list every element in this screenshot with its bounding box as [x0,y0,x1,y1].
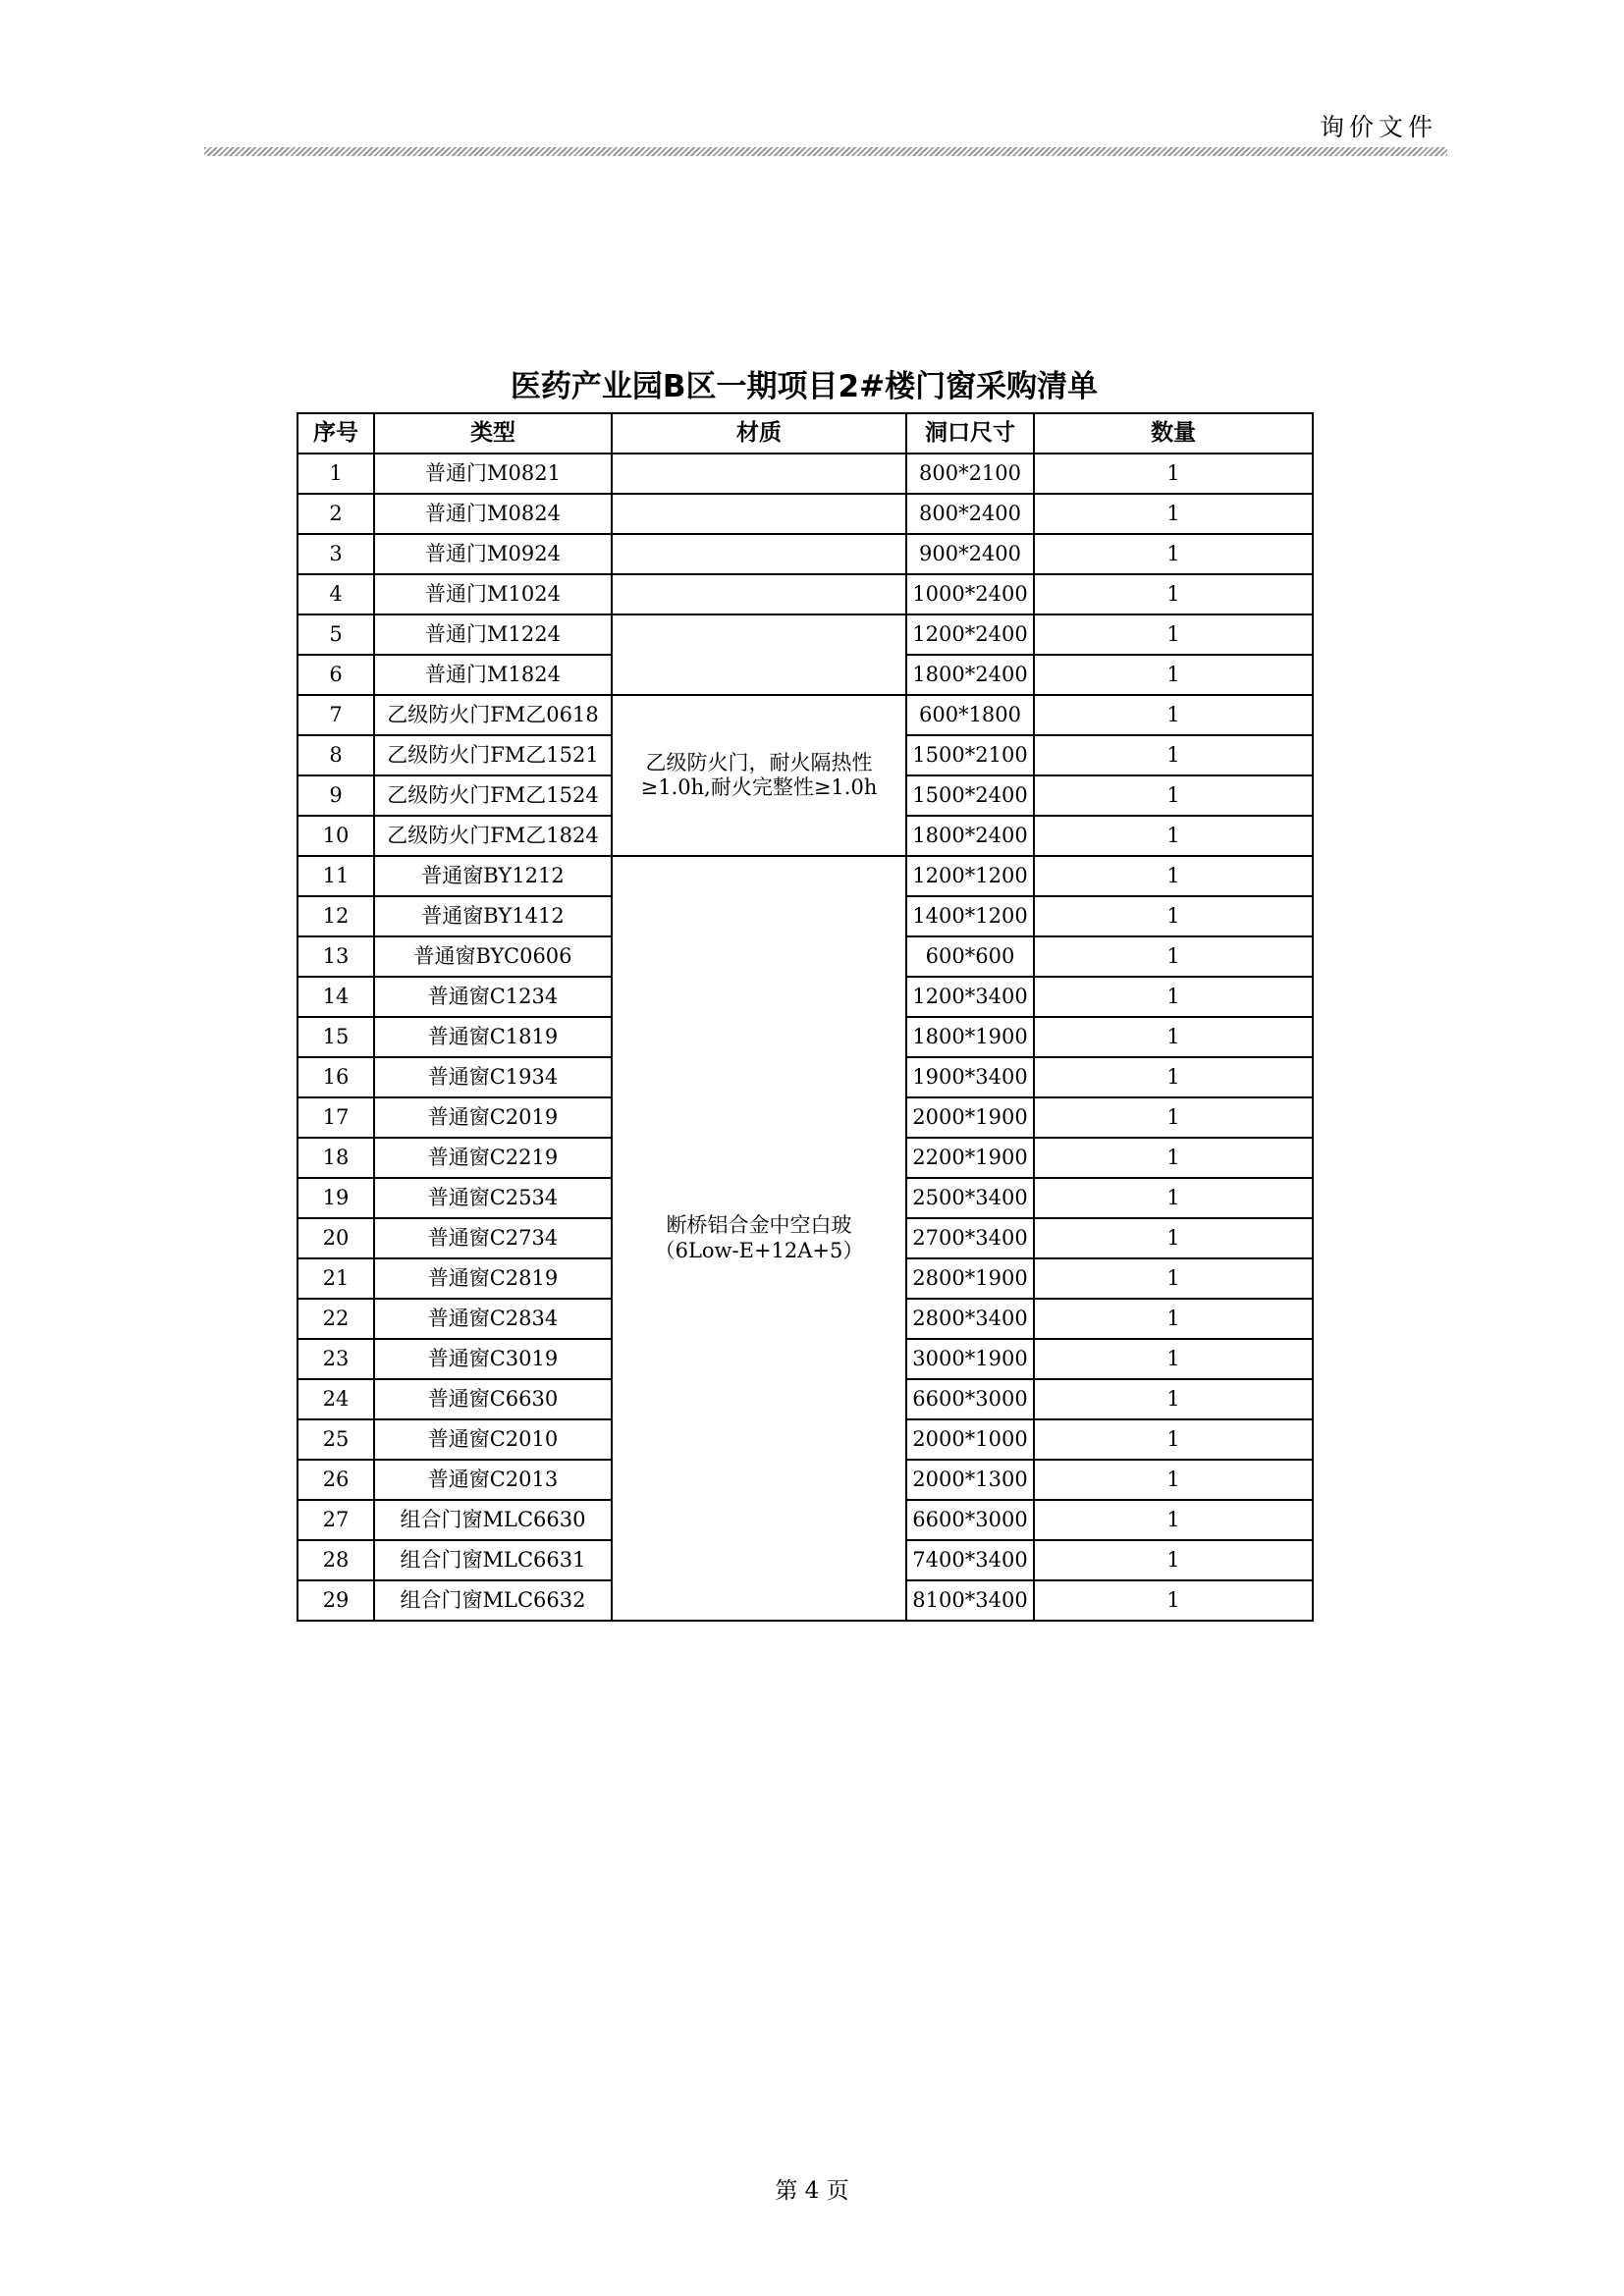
row-quantity: 1 [1034,775,1313,816]
material-window-text: 断桥铝合金中空白玻 [666,1213,852,1238]
row-quantity: 1 [1034,1460,1313,1500]
row-type: 普通窗C3019 [374,1339,612,1379]
row-number: 28 [298,1540,374,1580]
row-number: 29 [298,1580,374,1621]
row-type: 乙级防火门FM乙1521 [374,735,612,775]
row-quantity: 1 [1034,1178,1313,1218]
row-opening-size: 3000*1900 [906,1339,1034,1379]
table-row [298,534,1313,574]
table-row [298,574,1313,614]
row-type: 乙级防火门FM乙1524 [374,775,612,816]
row-type: 普通窗C2219 [374,1138,612,1178]
column-header-type: 类型 [374,413,612,454]
row-opening-size: 2000*1000 [906,1419,1034,1460]
row-number: 18 [298,1138,374,1178]
row-opening-size: 1500*2400 [906,775,1034,816]
row-opening-size: 2200*1900 [906,1138,1034,1178]
row-quantity: 1 [1034,1540,1313,1580]
row-opening-size: 1200*1200 [906,856,1034,896]
row-number: 27 [298,1500,374,1540]
row-quantity: 1 [1034,655,1313,695]
table-body [298,454,1313,1621]
row-opening-size: 2000*1300 [906,1460,1034,1500]
row-type: 普通门M0824 [374,494,612,534]
header-divider [204,147,1447,156]
row-type: 乙级防火门FM乙0618 [374,695,612,735]
table-header-row [298,413,1313,454]
row-number: 13 [298,936,374,977]
row-quantity: 1 [1034,614,1313,655]
row-number: 6 [298,655,374,695]
row-type: 普通门M0924 [374,534,612,574]
table-row [298,856,1313,896]
material-fire-door-text: 乙级防火门，耐火隔热性≥1.0h,耐火完整性≥1.0h [640,750,878,799]
row-opening-size: 900*2400 [906,534,1034,574]
row-type: 普通窗BY1212 [374,856,612,896]
row-quantity: 1 [1034,1057,1313,1097]
procurement-table [297,412,1314,1622]
row-quantity: 1 [1034,1419,1313,1460]
row-type: 普通窗C2010 [374,1419,612,1460]
row-quantity: 1 [1034,695,1313,735]
row-number: 7 [298,695,374,735]
row-type: 普通窗C2819 [374,1258,612,1299]
row-number: 23 [298,1339,374,1379]
row-number: 8 [298,735,374,775]
row-number: 9 [298,775,374,816]
row-number: 5 [298,614,374,655]
row-opening-size: 2500*3400 [906,1178,1034,1218]
row-quantity: 1 [1034,896,1313,936]
document-title: 医药产业园B区一期项目2#楼门窗采购清单 [510,369,1099,404]
material-cell-empty [612,534,906,574]
row-type: 组合门窗MLC6632 [374,1580,612,1621]
row-opening-size: 1900*3400 [906,1057,1034,1097]
row-opening-size: 1800*2400 [906,816,1034,856]
row-type: 普通门M1024 [374,574,612,614]
row-number: 3 [298,534,374,574]
row-quantity: 1 [1034,494,1313,534]
row-type: 普通窗C2013 [374,1460,612,1500]
row-number: 2 [298,494,374,534]
row-number: 20 [298,1218,374,1258]
row-opening-size: 1200*2400 [906,614,1034,655]
row-type: 普通窗C1819 [374,1017,612,1057]
row-type: 普通门M1824 [374,655,612,695]
row-quantity: 1 [1034,1379,1313,1419]
row-number: 4 [298,574,374,614]
row-opening-size: 2000*1900 [906,1097,1034,1138]
row-type: 普通窗BYC0606 [374,936,612,977]
row-quantity: 1 [1034,856,1313,896]
row-number: 17 [298,1097,374,1138]
row-type: 普通窗BY1412 [374,896,612,936]
row-opening-size: 600*600 [906,936,1034,977]
row-opening-size: 800*2400 [906,494,1034,534]
row-type: 普通门M1224 [374,614,612,655]
row-quantity: 1 [1034,574,1313,614]
row-number: 26 [298,1460,374,1500]
row-type: 组合门窗MLC6631 [374,1540,612,1580]
column-header-quantity: 数量 [1034,413,1313,454]
material-window-spec-text: （6Low-E+12A+5） [654,1238,864,1262]
row-type: 组合门窗MLC6630 [374,1500,612,1540]
row-quantity: 1 [1034,1258,1313,1299]
row-opening-size: 1800*1900 [906,1017,1034,1057]
row-opening-size: 1200*3400 [906,977,1034,1017]
row-number: 16 [298,1057,374,1097]
row-quantity: 1 [1034,936,1313,977]
row-opening-size: 800*2100 [906,454,1034,494]
document-type-label: 询价文件 [1319,113,1437,141]
row-quantity: 1 [1034,1097,1313,1138]
row-type: 普通窗C6630 [374,1379,612,1419]
material-cell-empty [612,574,906,614]
row-opening-size: 6600*3000 [906,1500,1034,1540]
row-number: 10 [298,816,374,856]
table-row [298,695,1313,735]
row-opening-size: 2700*3400 [906,1218,1034,1258]
column-header-opening-size: 洞口尺寸 [906,413,1034,454]
row-type: 普通窗C2834 [374,1299,612,1339]
table-row [298,454,1313,494]
material-cell-empty [612,494,906,534]
row-quantity: 1 [1034,1500,1313,1540]
column-header-no: 序号 [298,413,374,454]
row-number: 14 [298,977,374,1017]
row-quantity: 1 [1034,1580,1313,1621]
row-number: 11 [298,856,374,896]
row-type: 普通窗C2534 [374,1178,612,1218]
row-quantity: 1 [1034,534,1313,574]
row-type: 普通门M0821 [374,454,612,494]
row-opening-size: 6600*3000 [906,1379,1034,1419]
row-quantity: 1 [1034,735,1313,775]
row-quantity: 1 [1034,1138,1313,1178]
row-quantity: 1 [1034,454,1313,494]
row-opening-size: 1500*2100 [906,735,1034,775]
row-number: 25 [298,1419,374,1460]
row-number: 19 [298,1178,374,1218]
row-quantity: 1 [1034,1299,1313,1339]
row-number: 21 [298,1258,374,1299]
row-number: 1 [298,454,374,494]
row-quantity: 1 [1034,1218,1313,1258]
material-cell-empty [612,454,906,494]
row-quantity: 1 [1034,1339,1313,1379]
row-opening-size: 2800*3400 [906,1299,1034,1339]
row-opening-size: 1000*2400 [906,574,1034,614]
material-cell-fire-door [612,695,906,856]
row-number: 22 [298,1299,374,1339]
row-opening-size: 600*1800 [906,695,1034,735]
material-cell-window [612,856,906,1621]
row-type: 乙级防火门FM乙1824 [374,816,612,856]
row-quantity: 1 [1034,977,1313,1017]
row-opening-size: 2800*1900 [906,1258,1034,1299]
row-opening-size: 1400*1200 [906,896,1034,936]
material-cell-empty [612,614,906,695]
row-type: 普通窗C2734 [374,1218,612,1258]
row-opening-size: 7400*3400 [906,1540,1034,1580]
row-number: 24 [298,1379,374,1419]
row-type: 普通窗C1934 [374,1057,612,1097]
column-header-material: 材质 [612,413,906,454]
row-type: 普通窗C2019 [374,1097,612,1138]
row-quantity: 1 [1034,1017,1313,1057]
row-opening-size: 1800*2400 [906,655,1034,695]
row-type: 普通窗C1234 [374,977,612,1017]
table-row [298,494,1313,534]
row-number: 12 [298,896,374,936]
row-opening-size: 8100*3400 [906,1580,1034,1621]
page-number: 第 4 页 [775,2178,849,2204]
row-number: 15 [298,1017,374,1057]
row-quantity: 1 [1034,816,1313,856]
table-row [298,614,1313,655]
